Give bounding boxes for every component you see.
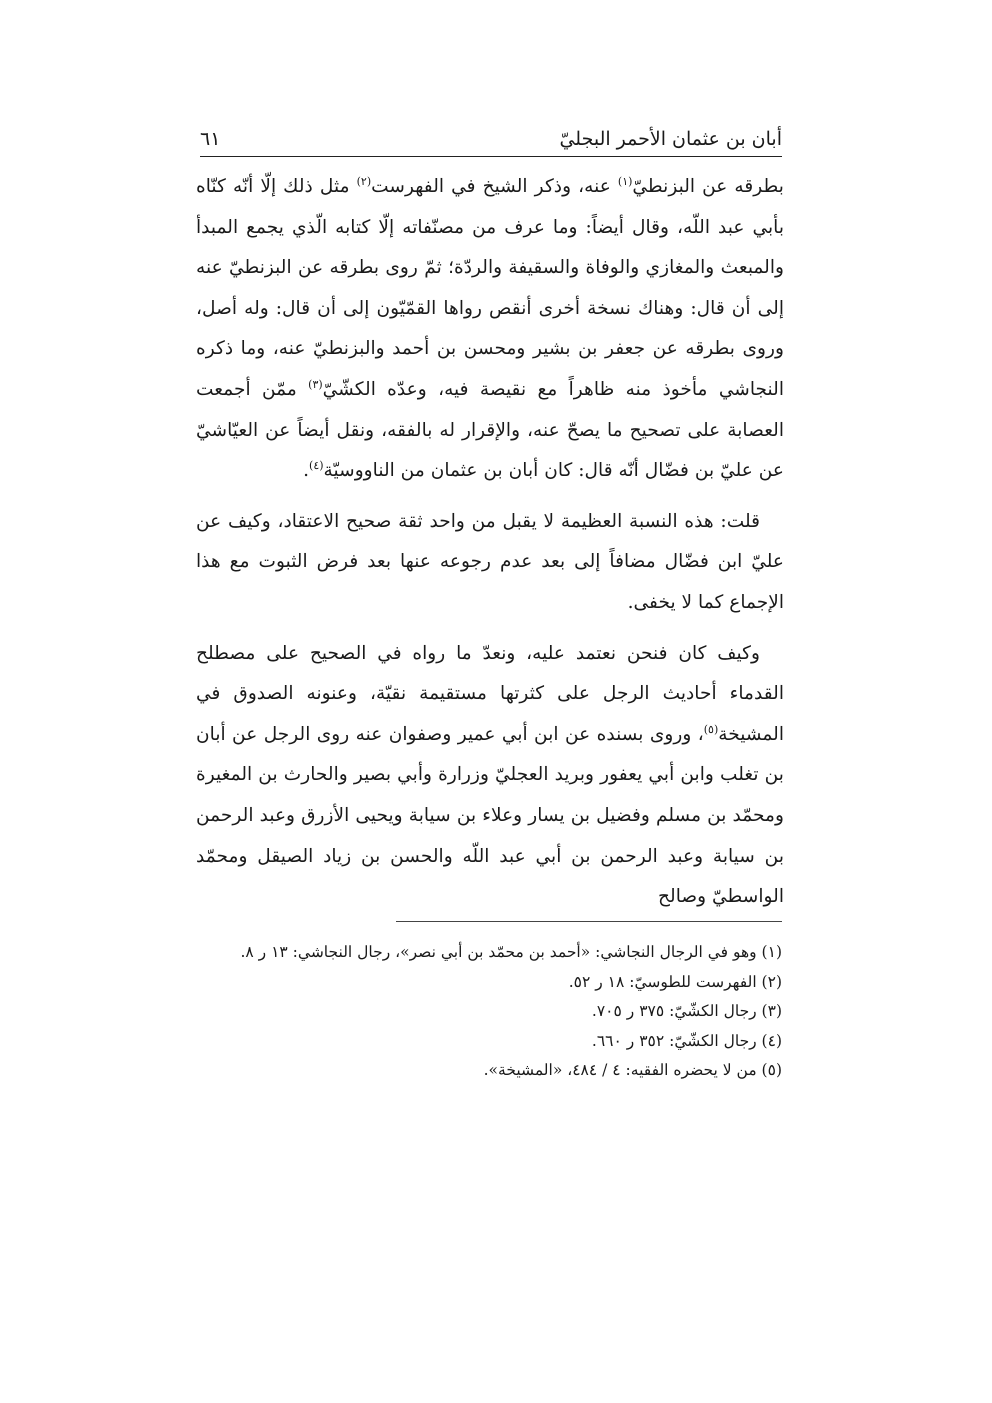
- paragraph-3-text-a: وكيف كان فنحن نعتمد عليه، ونعدّ ما رواه في الصحيح على مصطلح القدماء أحاديث الرجل على كثرتها مستقيمة نقيّة، وعنونه الصدوق في المشيخة: [196, 642, 784, 745]
- footnote-item: (٥) من لا يحضره الفقيه: ٤ / ٤٨٤، «المشيخة».: [483, 1061, 782, 1079]
- footnote-item: (٣) رجال الكشّيّ: ٣٧٥ ر ٧٠٥.: [591, 1002, 782, 1020]
- footnotes-list: [200, 938, 782, 1086]
- footnote-item: (٢) الفهرست للطوسيّ: ١٨ ر ٥٢.: [568, 972, 782, 991]
- header-rule: [200, 156, 782, 157]
- paragraph-1-text-b: عنه، وذكر الشيخ في الفهرست: [371, 176, 611, 197]
- main-text: [196, 167, 784, 918]
- footnote-ref-3: (٣): [308, 377, 323, 391]
- footnote-separator: [396, 921, 782, 922]
- footnote-ref-5: (٥): [703, 722, 719, 736]
- paragraph-1-text-a: بطرقه عن البزنطيّ: [632, 176, 784, 197]
- footnote-item: (٤) رجال الكشّيّ: ٣٥٢ ر ٦٦٠.: [591, 1031, 782, 1050]
- paragraph-3: [196, 634, 784, 918]
- paragraph-3-text-b: ، وروى بسنده عن ابن أبي عمير وصفوان عنه روى الرجل عن أبان بن تغلب وابن أبي يعفور وبريد العجليّ وزرارة وأبي بصير والحارث بن المغيرة ومحمّد بن مسلم وفضيل بن يسار وعلاء بن سيابة ويحيى الأزرق وعبد الرحمن بن سيابة وعبد الرحمن بن أبي عبد اللّه والحسن بن زياد الصيقل ومحمّد الواسطيّ وصالح: [196, 723, 784, 908]
- footnote-ref-1: (١): [617, 174, 633, 188]
- running-head: [200, 118, 782, 150]
- footnote-item: (١) وهو في الرجال النجاشي: «أحمد بن محمّد بن أبي نصر»، رجال النجاشي: ١٣ ر ٨.: [240, 943, 782, 961]
- paragraph-1-text-e: .: [303, 460, 310, 482]
- paragraph-2: قلت: هذه النسبة العظيمة لا يقبل من واحد ثقة صحيح الاعتقاد، وكيف عن عليّ ابن فضّال مضافاً إلى بعد عدم رجوعه عنها بعد فرض الثبوت مع هذا الإجماع كما لا يخفى.: [196, 510, 784, 613]
- paragraph-1-text-d: ممّن أجمعت العصابة على تصحيح ما يصحّ عنه، والإقرار له بالفقه، ونقل أيضاً عن العيّاشيّ عن عليّ بن فضّال أنّه قال: كان أبان بن عثمان من الناووسيّة: [196, 378, 784, 482]
- paragraph-1-text-c: مثل ذلك إلّا أنّه كنّاه بأبي عبد اللّه، وقال أيضاً: وما عرف من مصنّفاته إلّا كتابه الّذي يجمع المبدأ والمبعث والمغازي والوفاة والسقيفة والردّة؛ ثمّ روى بطرقه عن البزنطيّ عنه إلى أن قال: وهناك نسخة أخرى أنقص رواها القمّيّون إلى أن قال: وله أصل، وروى بطرقه عن جعفر بن بشير ومحسن بن أحمد والبزنطيّ عنه، وما ذكره النجاشي مأخوذ منه ظاهراً مع نقيصة فيه، وعدّه الكشّيّ: [196, 176, 784, 400]
- paragraph-1: [196, 167, 784, 492]
- page-number: ٦١: [200, 128, 221, 150]
- footnote-ref-4: (٤): [309, 458, 324, 472]
- footnote-ref-2: (٢): [356, 174, 372, 188]
- running-title: أبان بن عثمان الأحمر البجليّ: [559, 128, 782, 150]
